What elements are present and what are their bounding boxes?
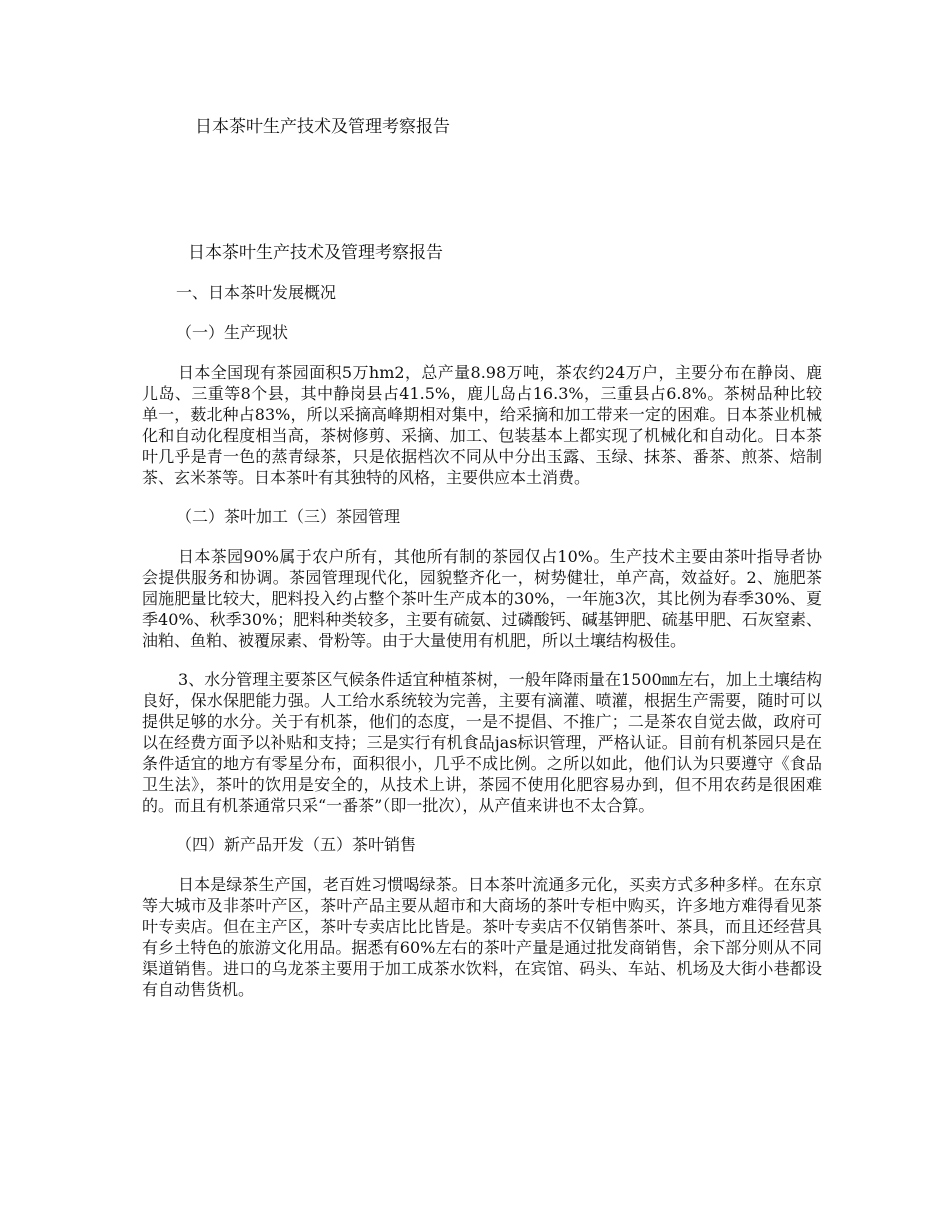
document-inner-title: 日本茶叶生产技术及管理考察报告	[188, 243, 443, 263]
subsection-heading: （二）茶叶加工（三）茶园管理	[176, 507, 401, 526]
section-heading: 一、日本茶叶发展概况	[176, 283, 337, 302]
paragraph: 日本茶园90%属于农户所有，其他所有制的茶园仅占10%。生产技术主要由茶叶指导者协会提供服务和协调。茶园管理现代化，园貌整齐化一，树势健壮，单产高，效益好。2、施肥茶园施肥量比较大，肥料投入约占整个茶叶生产成本的30%，一年施3次，其比例为春季30%、夏季40%、秋季30%；肥料种类较多，主要有硫氨、过磷酸钙、碱基钾肥、硫基甲肥、石灰窒素、油粕、鱼粕、被覆尿素、骨粉等。由于大量使用有机肥，所以土壤结构极佳。	[142, 547, 822, 650]
paragraph: 日本是绿茶生产国，老百姓习惯喝绿茶。日本茶叶流通多元化，买卖方式多种多样。在东京等大城市及非茶叶产区，茶叶产品主要从超市和大商场的茶叶专柜中购买，许多地方难得看见茶叶专卖店。但在主产区，茶叶专卖店比比皆是。茶叶专卖店不仅销售茶叶、茶具，而且还经营具有乡土特色的旅游文化用品。据悉有60%左右的茶叶产量是通过批发商销售，余下部分则从不同渠道销售。进口的乌龙茶主要用于加工成茶水饮料，在宾馆、码头、车站、机场及大街小巷都设有自动售货机。	[142, 875, 822, 999]
paragraph: 3、水分管理主要茶区气候条件适宜种植茶树，一般年降雨量在1500㎜左右，加上土壤结构良好，保水保肥能力强。人工给水系统较为完善，主要有滴灌、喷灌，根据生产需要，随时可以提供足够的水分。关于有机茶，他们的态度，一是不提倡、不推广；二是茶农自觉去做，政府可以在经费方面予以补贴和支持；三是实行有机食品jas标识管理，严格认证。目前有机茶园只是在条件适宜的地方有零星分布，面积很小，几乎不成比例。之所以如此，他们认为只要遵守《食品卫生法》，茶叶的饮用是安全的，从技术上讲，茶园不使用化肥容易办到，但不用农药是很困难的。而且有机茶通常只采“一番茶”（即一批次），从产值来讲也不太合算。	[142, 670, 822, 815]
subsection-heading: （一）生产现状	[176, 323, 289, 342]
document-title: 日本茶叶生产技术及管理考察报告	[195, 117, 450, 137]
paragraph: 日本全国现有茶园面积5万hm2，总产量8.98万吨，茶农约24万户，主要分布在静岗、鹿儿岛、三重等8个县，其中静岗县占41.5%，鹿儿岛占16.3%，三重县占6.8%。茶树品种比较单一，薮北种占83%，所以采摘高峰期相对集中，给采摘和加工带来一定的困难。日本茶业机械化和自动化程度相当高，茶树修剪、采摘、加工、包装基本上都实现了机械化和自动化。日本茶叶几乎是青一色的蒸青绿茶，只是依据档次不同从中分出玉露、玉绿、抹茶、番茶、煎茶、焙制茶、玄米茶等。日本茶叶有其独特的风格，主要供应本土消费。	[142, 363, 822, 487]
document-body	[142, 242, 822, 1018]
subsection-heading: （四）新产品开发（五）茶叶销售	[176, 835, 417, 854]
